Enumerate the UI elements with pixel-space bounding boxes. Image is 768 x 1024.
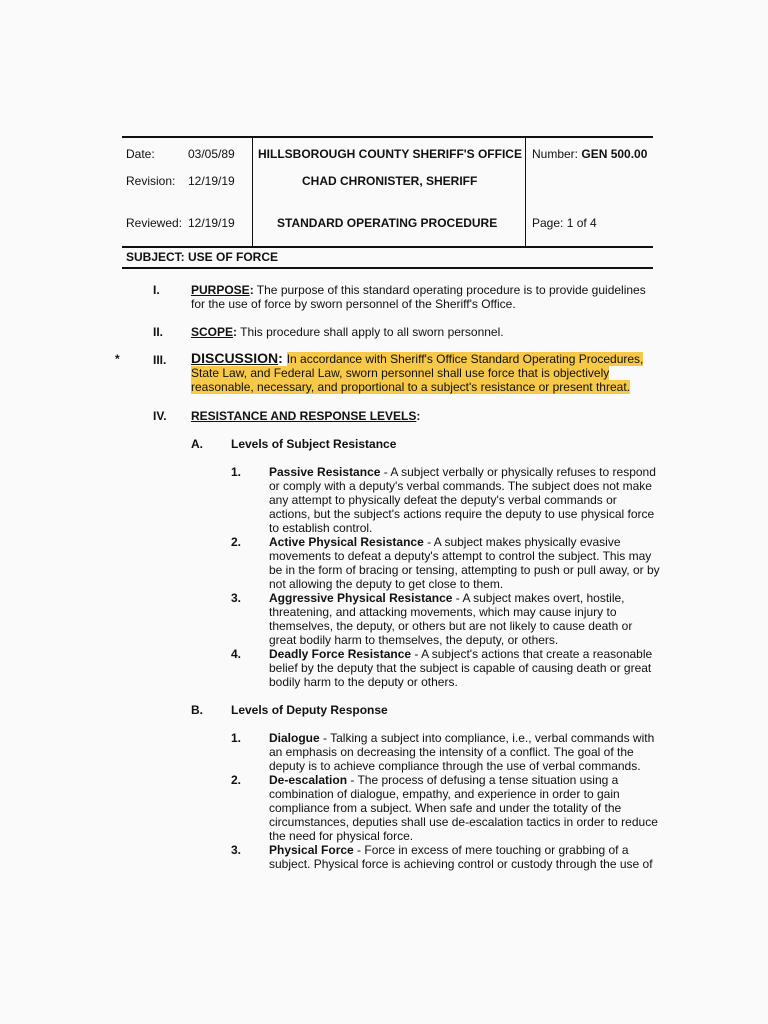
number-label: Number:	[532, 147, 579, 161]
date-value: 03/05/89	[188, 147, 235, 161]
revision-value: 12/19/19	[188, 174, 235, 188]
deescalation-line-5: the need for physical force.	[269, 829, 414, 843]
resistance-item-number: 1.	[231, 465, 242, 479]
resistance-item-number: 4.	[231, 647, 242, 661]
resistance-item-number: 3.	[231, 591, 242, 605]
revision-label: Revision:	[126, 174, 176, 188]
deadly-line-1: - A subject's actions that create a reasonable	[411, 647, 653, 661]
passive-line-4: actions, but the subject's actions require the deputy to use physical force	[269, 507, 655, 521]
discussion-line-3: reasonable, necessary, and proportional to a subject's resistance or present threat.	[191, 380, 630, 394]
header-table	[122, 136, 653, 248]
passive-line-3: any attempt to physically defeat the deputy's verbal commands or	[269, 493, 617, 507]
deescalation-line-2: combination of dialogue, empathy, and experience in order to gain	[269, 787, 620, 801]
purpose-line-2: for the use of force by sworn personnel of the Sheriff's Office.	[191, 297, 516, 311]
reviewed-value: 12/19/19	[188, 216, 235, 230]
deadly-term: Deadly Force Resistance	[269, 647, 412, 661]
number-field	[532, 147, 647, 161]
purpose-title: PURPOSE	[191, 283, 250, 297]
resistance-item-deadly	[269, 647, 652, 689]
aggressive-line-1: - A subject makes overt, hostile,	[452, 591, 625, 605]
resistance-title: RESISTANCE AND RESPONSE LEVELS	[191, 409, 417, 423]
deadly-line-3: bodily harm to the deputy or others.	[269, 675, 458, 689]
purpose-section: PURPOSE: The purpose of this standard operating procedure is to provide guidelines for the use of force by sworn personnel of the Sheriff's Office.	[191, 283, 646, 311]
aggressive-line-3: themselves, the deputy, or others but are not likely to cause death or	[269, 619, 633, 633]
passive-line-1: - A subject verbally or physically refuses to respond	[380, 465, 656, 479]
date-label: Date:	[126, 147, 155, 161]
page-indicator: Page: 1 of 4	[532, 216, 597, 230]
resistance-heading: RESISTANCE AND RESPONSE LEVELS:	[191, 409, 421, 423]
aggressive-line-4: great bodily harm to themselves, the deputy, or others.	[269, 633, 559, 647]
physical-line-1: - Force in excess of mere touching or grabbing of a	[353, 843, 629, 857]
purpose-numeral: I.	[153, 283, 160, 297]
discussion-section: DISCUSSION: In accordance with Sheriff's Office Standard Operating Procedures, State Law, and Federal Law, sworn personnel shall use force that is objectively reasonable, necessary, and proportional to a subject's resistance or present threat.	[191, 350, 644, 394]
subsection-a-title: Levels of Subject Resistance	[231, 437, 397, 451]
passive-line-2: or comply with a deputy's verbal commands. The subject does not make	[269, 479, 652, 493]
resistance-item-number: 2.	[231, 535, 242, 549]
discussion-title: DISCUSSION	[191, 350, 279, 366]
response-item-physical	[269, 843, 653, 871]
resistance-item-passive	[269, 465, 656, 535]
response-item-number: 1.	[231, 731, 242, 745]
discussion-line-2: State Law, and Federal Law, sworn personnel shall use force that is objectively	[191, 366, 610, 380]
dialogue-line-1: - Talking a subject into compliance, i.e., verbal commands with	[319, 731, 655, 745]
deescalation-line-1: - The process of defusing a tense situation using a	[347, 773, 619, 787]
active-term: Active Physical Resistance	[269, 535, 424, 549]
subsection-b-letter: B.	[191, 703, 203, 717]
active-line-4: not allowing the deputy to get close to them.	[269, 577, 504, 591]
response-item-dialogue	[269, 731, 654, 773]
purpose-line-1: The purpose of this standard operating procedure is to provide guidelines	[253, 283, 646, 297]
reviewed-label: Reviewed:	[126, 216, 183, 230]
response-item-deescalation	[269, 773, 658, 843]
response-item-number: 2.	[231, 773, 242, 787]
active-line-2: movements to defeat a deputy's attempt to control the subject. This may	[269, 549, 652, 563]
dialogue-term: Dialogue	[269, 731, 320, 745]
deescalation-line-4: circumstances, deputies shall use de-escalation tactics in order to reduce	[269, 815, 658, 829]
resistance-numeral: IV.	[153, 409, 167, 423]
dialogue-line-3: deputy is to achieve compliance through the use of verbal commands.	[269, 759, 641, 773]
number-value: GEN 500.00	[581, 147, 648, 161]
subject-line	[122, 250, 653, 269]
sheriff-name: CHAD CHRONISTER, SHERIFF	[302, 174, 478, 188]
subject-text: SUBJECT: USE OF FORCE	[126, 250, 279, 264]
scope-title: SCOPE	[191, 325, 234, 339]
physical-line-2: subject. Physical force is achieving control or custody through the use of	[269, 857, 653, 871]
document-type: STANDARD OPERATING PROCEDURE	[277, 216, 498, 230]
revision-asterisk: *	[115, 352, 120, 366]
aggressive-line-2: threatening, and attacking movements, which may cause injury to	[269, 605, 617, 619]
header-divider-left	[252, 138, 253, 246]
subsection-a-letter: A.	[191, 437, 203, 451]
active-line-3: be in the form of bracing or tensing, attempting to push or pull away, or by	[269, 563, 660, 577]
scope-section: SCOPE: This procedure shall apply to all sworn personnel.	[191, 325, 504, 339]
passive-term: Passive Resistance	[269, 465, 381, 479]
scope-numeral: II.	[153, 325, 164, 339]
deescalation-line-3: compliance from a subject. When safe and under the totality of the	[269, 801, 622, 815]
header-divider-right	[525, 138, 526, 246]
deadly-line-2: belief by the deputy that the subject is capable of causing death or great	[269, 661, 652, 675]
deescalation-term: De-escalation	[269, 773, 348, 787]
active-line-1: - A subject makes physically evasive	[423, 535, 621, 549]
scope-text: This procedure shall apply to all sworn personnel.	[237, 325, 504, 339]
discussion-line-1: In accordance with Sheriff's Office Standard Operating Procedures,	[286, 352, 644, 366]
response-item-number: 3.	[231, 843, 242, 857]
subsection-b-title: Levels of Deputy Response	[231, 703, 388, 717]
resistance-item-aggressive	[269, 591, 632, 647]
aggressive-term: Aggressive Physical Resistance	[269, 591, 453, 605]
discussion-numeral: III.	[153, 353, 167, 367]
resistance-item-active	[269, 535, 660, 591]
passive-line-5: to establish control.	[269, 521, 373, 535]
office-name: HILLSBOROUGH COUNTY SHERIFF'S OFFICE	[258, 147, 522, 161]
dialogue-line-2: an emphasis on decreasing the intensity of a conflict. The goal of the	[269, 745, 634, 759]
physical-term: Physical Force	[269, 843, 354, 857]
